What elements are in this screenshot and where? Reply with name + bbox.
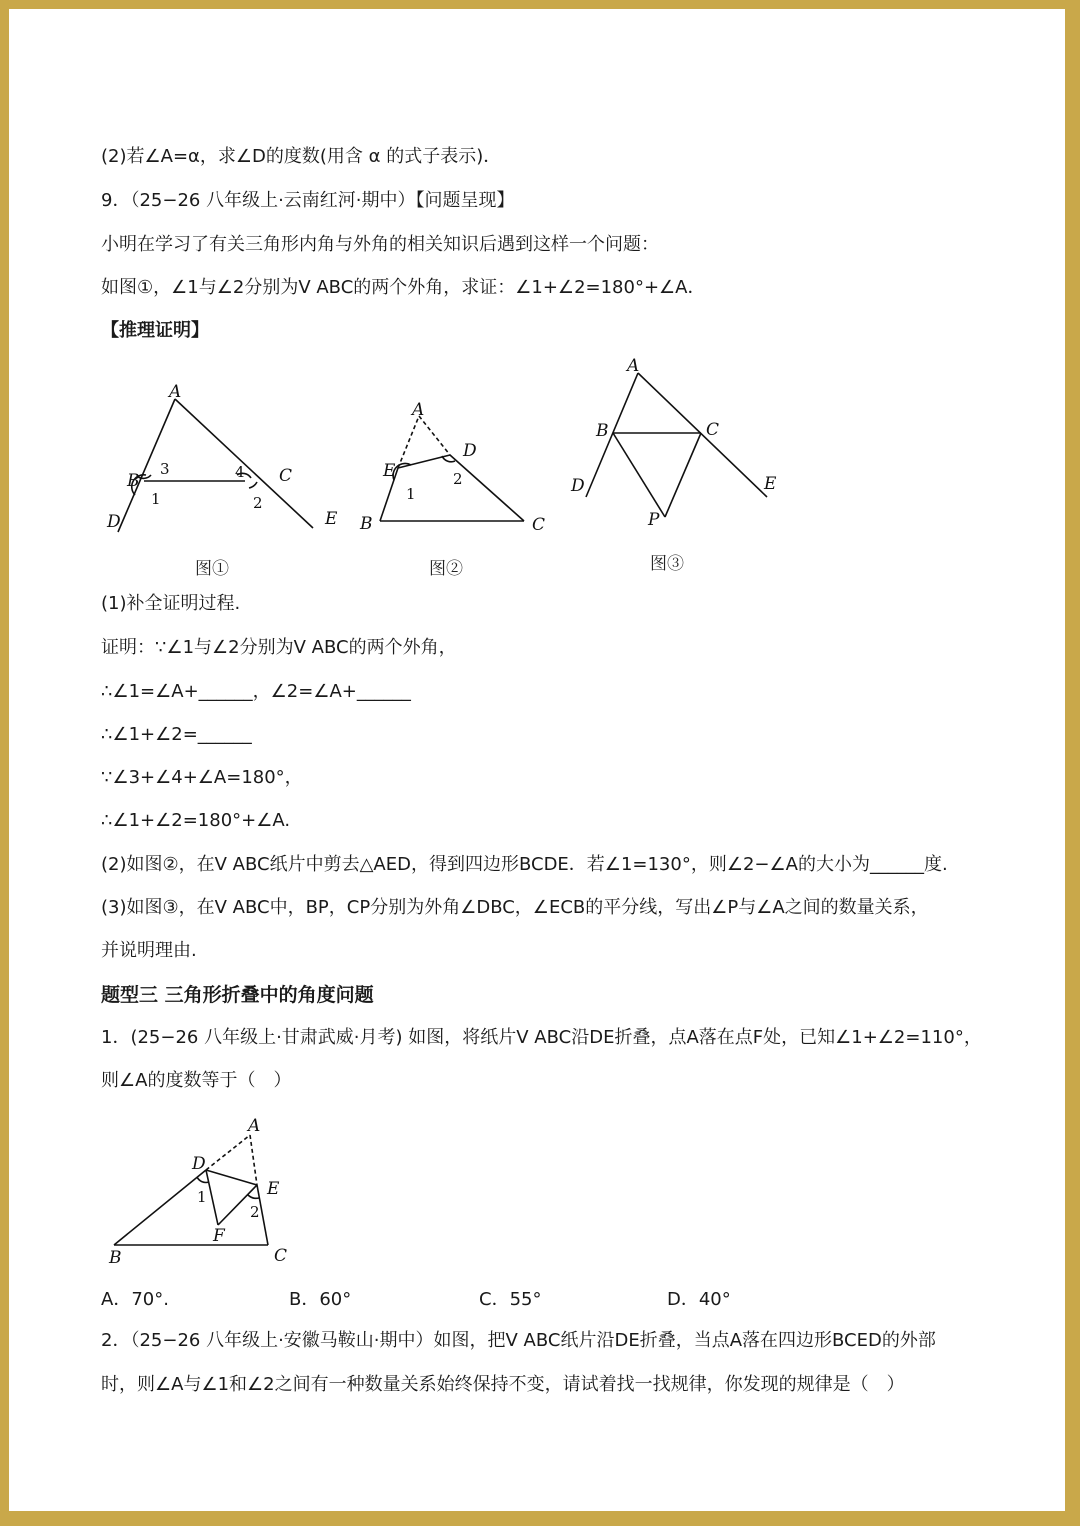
q2-line1: 2．（25−26 八年级上·安徽马鞍山·期中）如图，把V ABC纸片沿DE折叠，当点A落在四边形BCED的外部 — [101, 1330, 936, 1351]
segment-DC — [450, 455, 524, 521]
fig4-label-1: 1 — [197, 1188, 207, 1206]
fig1-label-1: 1 — [151, 490, 161, 508]
fig1-label-4: 4 — [235, 463, 245, 481]
segment-DF — [206, 1170, 218, 1225]
fig4-label-2: 2 — [250, 1203, 260, 1221]
q9-intro: 小明在学习了有关三角形内角与外角的相关知识后遇到这样一个问题： — [101, 234, 659, 255]
figure-3-caption: 图③ — [650, 554, 684, 574]
fig2-label-1: 1 — [406, 485, 416, 503]
dashed-DA — [206, 1135, 250, 1170]
figure-2-caption: 图② — [429, 559, 463, 579]
figure-fold-diagram — [97, 1109, 307, 1269]
q8-part2: (2)若∠A=α，求∠D的度数(用含 α 的式子表示)． — [101, 146, 502, 167]
fig1-label-C: C — [279, 466, 293, 486]
dashed-AD — [419, 416, 450, 455]
fig1-label-2: 2 — [253, 494, 263, 512]
choice-d: D．40° — [667, 1289, 731, 1310]
figure-3-diagram — [561, 349, 791, 539]
segment-CP — [665, 433, 701, 517]
line-AE — [638, 373, 767, 497]
fig2-label-B: B — [360, 514, 373, 534]
fig2-label-C: C — [532, 515, 546, 535]
q1-line1: 1．(25−26 八年级上·甘肃武威·月考) 如图，将纸片V ABC沿DE折叠，点A落在点F处，已知∠1+∠2=110°， — [101, 1027, 982, 1048]
fig1-label-A: A — [169, 382, 182, 402]
q9-part1-title: (1)补全证明过程. — [101, 593, 241, 614]
choice-c: C．55° — [479, 1289, 542, 1310]
fig3-label-B: B — [596, 421, 609, 441]
dashed-AE — [250, 1135, 257, 1185]
segment-DE — [206, 1170, 257, 1185]
choice-b: B．60° — [289, 1289, 352, 1310]
q9-statement: 如图①，∠1与∠2分别为V ABC的两个外角，求证：∠1+∠2=180°+∠A． — [101, 277, 706, 298]
fig3-label-D: D — [571, 476, 585, 496]
fig3-label-P: P — [648, 510, 660, 530]
proof-line-2: ∴∠1=∠A+______，∠2=∠A+______ — [101, 681, 411, 702]
q9-header: 9．（25−26 八年级上·云南红河·期中）【问题呈现】 — [101, 190, 515, 211]
proof-line-5: ∴∠1+∠2=180°+∠A. — [101, 810, 291, 831]
segment-BP — [613, 433, 665, 517]
q2-line2: 时，则∠A与∠1和∠2之间有一种数量关系始终保持不变，请试着找一找规律，你发现的规律是（ ） — [101, 1374, 905, 1395]
fig2-label-A: A — [412, 400, 425, 420]
q9-section-label: 【推理证明】 — [101, 320, 209, 341]
proof-line-3: ∴∠1+∠2=______ — [101, 724, 252, 745]
q9-part2: (2)如图②，在V ABC纸片中剪去△AED，得到四边形BCDE．若∠1=130°，则∠2−∠A的大小为______度. — [101, 854, 948, 875]
fig2-label-E: E — [383, 461, 396, 481]
fig3-label-C: C — [706, 420, 720, 440]
section-title: 题型三 三角形折叠中的角度问题 — [101, 984, 374, 1006]
dashed-EA — [398, 416, 419, 468]
q9-part3-line1: (3)如图③，在V ABC中，BP，CP分别为外角∠DBC，∠ECB的平分线，写出∠P与∠A之间的数量关系， — [101, 897, 929, 918]
fig4-label-D: D — [192, 1154, 206, 1174]
fig4-label-A: A — [248, 1116, 261, 1136]
proof-line-1: 证明：∵∠1与∠2分别为V ABC的两个外角， — [101, 637, 457, 658]
fig3-label-E: E — [764, 474, 777, 494]
fig4-label-C: C — [274, 1246, 288, 1266]
angle-arc-2 — [249, 482, 257, 488]
line-DA — [586, 373, 638, 497]
figure-1-caption: 图① — [195, 559, 229, 579]
fig1-label-D: D — [107, 512, 121, 532]
figure-2-diagram — [349, 393, 549, 538]
q1-line2: 则∠A的度数等于（ ） — [101, 1070, 292, 1091]
proof-line-4: ∵∠3+∠4+∠A=180°， — [101, 767, 303, 788]
angle-arc-2 — [248, 1195, 259, 1198]
segment-BD — [114, 1170, 206, 1245]
fig4-label-F: F — [213, 1226, 225, 1246]
figure-1-diagram — [99, 374, 349, 544]
fig1-label-B: B — [127, 471, 140, 491]
q9-part3-line2: 并说明理由. — [101, 940, 197, 961]
fig2-label-D: D — [463, 441, 477, 461]
fig1-label-E: E — [325, 509, 338, 529]
fig3-label-A: A — [627, 356, 640, 376]
fig4-label-B: B — [109, 1248, 122, 1268]
fig2-label-2: 2 — [453, 470, 463, 488]
choice-a: A．70°. — [101, 1289, 169, 1310]
fig1-label-3: 3 — [160, 460, 170, 478]
fig4-label-E: E — [267, 1179, 280, 1199]
worksheet-page — [6, 6, 1068, 1514]
